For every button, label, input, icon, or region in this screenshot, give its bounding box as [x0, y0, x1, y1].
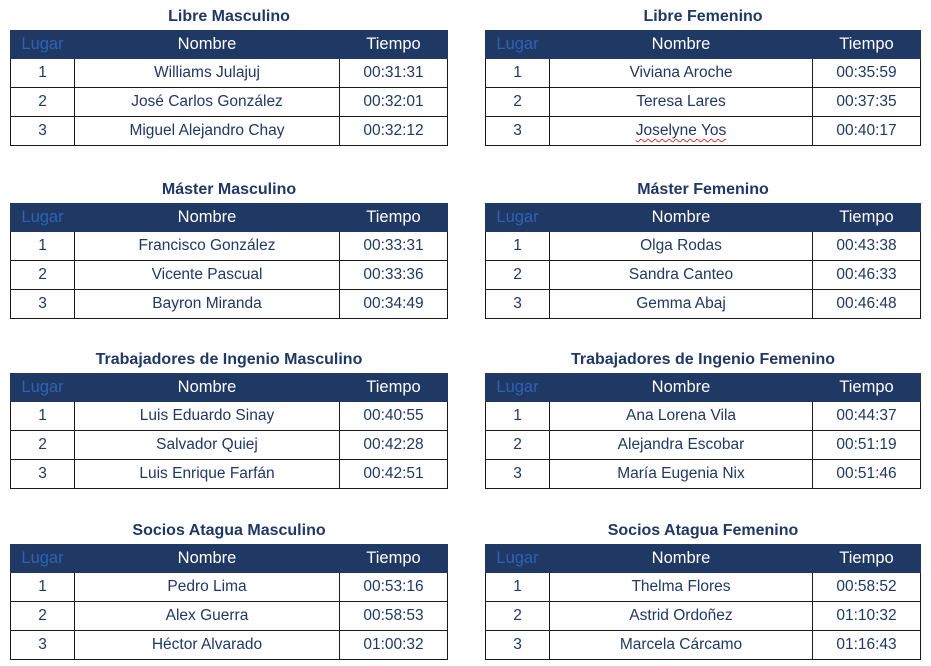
table-row: [486, 431, 921, 460]
cell-place: 2: [11, 431, 75, 460]
cell-name: Luis Eduardo Sinay: [75, 402, 340, 431]
table-row: [11, 117, 448, 146]
cell-place: 3: [11, 631, 75, 660]
table-row: [11, 431, 448, 460]
cell-name: Gemma Abaj: [550, 290, 813, 319]
col-header-place: Lugar: [486, 31, 550, 59]
cell-place: 1: [486, 402, 550, 431]
cell-time: 00:44:37: [813, 402, 921, 431]
cell-time: 00:33:31: [340, 232, 448, 261]
cell-name: Williams Julajuj: [75, 59, 340, 88]
cell-time: 00:34:49: [340, 290, 448, 319]
col-header-name: Nombre: [550, 204, 813, 232]
table-header-row: [486, 204, 921, 232]
cell-place: 1: [486, 573, 550, 602]
section-title: Socios Atagua Femenino: [607, 522, 799, 539]
cell-name: Pedro Lima: [75, 573, 340, 602]
results-table: [10, 203, 448, 319]
results-panel-master-femenino: [485, 176, 921, 319]
col-header-time: Tiempo: [340, 545, 448, 573]
col-header-time: Tiempo: [813, 374, 921, 402]
cell-time: 00:51:46: [813, 460, 921, 489]
table-row: [11, 88, 448, 117]
results-panel-libre-femenino: [485, 3, 921, 146]
col-header-name: Nombre: [550, 31, 813, 59]
results-table: [485, 203, 921, 319]
cell-time: 00:40:17: [813, 117, 921, 146]
table-header-row: [11, 545, 448, 573]
results-panel-atagua-femenino: [485, 517, 921, 660]
cell-name: Viviana Aroche: [550, 59, 813, 88]
cell-name: Miguel Alejandro Chay: [75, 117, 340, 146]
table-row: [11, 261, 448, 290]
table-row: [11, 290, 448, 319]
table-row: [11, 460, 448, 489]
table-row: [11, 573, 448, 602]
section-title: Trabajadores de Ingenio Masculino: [95, 351, 363, 368]
col-header-name: Nombre: [75, 374, 340, 402]
cell-place: 1: [11, 402, 75, 431]
table-row: [486, 88, 921, 117]
table-header-row: [11, 374, 448, 402]
cell-place: 1: [486, 59, 550, 88]
cell-time: 00:37:35: [813, 88, 921, 117]
table-header-row: [486, 545, 921, 573]
cell-time: 01:16:43: [813, 631, 921, 660]
table-header-row: [486, 31, 921, 59]
cell-time: 00:58:52: [813, 573, 921, 602]
cell-place: 2: [11, 261, 75, 290]
table-row: [11, 631, 448, 660]
cell-time: 00:33:36: [340, 261, 448, 290]
cell-time: 00:32:01: [340, 88, 448, 117]
col-header-time: Tiempo: [813, 31, 921, 59]
col-header-place: Lugar: [11, 31, 75, 59]
cell-place: 3: [486, 460, 550, 489]
cell-time: 00:53:16: [340, 573, 448, 602]
cell-place: 2: [486, 431, 550, 460]
table-header-row: [11, 204, 448, 232]
table-row: [486, 59, 921, 88]
col-header-place: Lugar: [11, 545, 75, 573]
cell-time: 00:31:31: [340, 59, 448, 88]
cell-place: 3: [486, 631, 550, 660]
cell-name: Luis Enrique Farfán: [75, 460, 340, 489]
table-row: [486, 460, 921, 489]
results-table: [485, 544, 921, 660]
table-row: [11, 602, 448, 631]
cell-name: Ana Lorena Vila: [550, 402, 813, 431]
results-table: [10, 544, 448, 660]
col-header-name: Nombre: [75, 204, 340, 232]
cell-name: Teresa Lares: [550, 88, 813, 117]
results-panel-ingenio-femenino: [485, 346, 921, 489]
table-row: [11, 59, 448, 88]
cell-time: 00:35:59: [813, 59, 921, 88]
cell-name: Vicente Pascual: [75, 261, 340, 290]
table-row: [486, 117, 921, 146]
col-header-time: Tiempo: [813, 545, 921, 573]
section-title: Máster Femenino: [637, 181, 769, 198]
table-row: [486, 631, 921, 660]
cell-place: 2: [11, 88, 75, 117]
cell-place: 3: [11, 117, 75, 146]
col-header-name: Nombre: [75, 31, 340, 59]
cell-time: 00:46:48: [813, 290, 921, 319]
cell-name: Olga Rodas: [550, 232, 813, 261]
section-title: Máster Masculino: [161, 181, 297, 198]
cell-place: 1: [11, 59, 75, 88]
cell-name: Astrid Ordoñez: [550, 602, 813, 631]
table-header-row: [11, 31, 448, 59]
col-header-place: Lugar: [11, 204, 75, 232]
cell-time: 00:40:55: [340, 402, 448, 431]
cell-time: 00:51:19: [813, 431, 921, 460]
results-panel-ingenio-masculino: [10, 346, 448, 489]
cell-time: 00:58:53: [340, 602, 448, 631]
cell-place: 3: [486, 290, 550, 319]
cell-place: 2: [486, 88, 550, 117]
cell-name: Salvador Quiej: [75, 431, 340, 460]
results-table: [485, 373, 921, 489]
col-header-place: Lugar: [486, 374, 550, 402]
cell-name: Bayron Miranda: [75, 290, 340, 319]
results-table: [485, 30, 921, 146]
col-header-place: Lugar: [486, 204, 550, 232]
cell-time: 01:00:32: [340, 631, 448, 660]
cell-name: María Eugenia Nix: [550, 460, 813, 489]
table-row: [486, 602, 921, 631]
table-row: [486, 232, 921, 261]
results-table: [10, 373, 448, 489]
cell-name: José Carlos González: [75, 88, 340, 117]
results-panel-libre-masculino: [10, 3, 448, 146]
cell-name: Alejandra Escobar: [550, 431, 813, 460]
cell-name: Héctor Alvarado: [75, 631, 340, 660]
cell-time: 00:42:51: [340, 460, 448, 489]
table-row: [486, 402, 921, 431]
col-header-name: Nombre: [550, 374, 813, 402]
col-header-time: Tiempo: [340, 204, 448, 232]
table-row: [486, 573, 921, 602]
col-header-name: Nombre: [550, 545, 813, 573]
table-header-row: [486, 374, 921, 402]
cell-name: Joselyne Yos: [550, 117, 813, 146]
table-row: [11, 232, 448, 261]
cell-place: 1: [11, 573, 75, 602]
table-row: [11, 402, 448, 431]
cell-name: Marcela Cárcamo: [550, 631, 813, 660]
col-header-time: Tiempo: [340, 374, 448, 402]
cell-name: Alex Guerra: [75, 602, 340, 631]
col-header-place: Lugar: [486, 545, 550, 573]
cell-name: Thelma Flores: [550, 573, 813, 602]
cell-time: 00:32:12: [340, 117, 448, 146]
col-header-name: Nombre: [75, 545, 340, 573]
cell-place: 3: [11, 290, 75, 319]
cell-time: 01:10:32: [813, 602, 921, 631]
cell-name: Francisco González: [75, 232, 340, 261]
cell-place: 3: [11, 460, 75, 489]
cell-place: 2: [486, 602, 550, 631]
cell-place: 3: [486, 117, 550, 146]
cell-time: 00:46:33: [813, 261, 921, 290]
table-row: [486, 290, 921, 319]
col-header-place: Lugar: [11, 374, 75, 402]
results-panel-atagua-masculino: [10, 517, 448, 660]
cell-place: 2: [486, 261, 550, 290]
cell-place: 2: [11, 602, 75, 631]
results-table: [10, 30, 448, 146]
section-title: Libre Masculino: [168, 8, 290, 25]
cell-time: 00:42:28: [340, 431, 448, 460]
cell-place: 1: [486, 232, 550, 261]
cell-time: 00:43:38: [813, 232, 921, 261]
cell-place: 1: [11, 232, 75, 261]
cell-name: Sandra Canteo: [550, 261, 813, 290]
section-title: Trabajadores de Ingenio Femenino: [570, 351, 836, 368]
results-panel-master-masculino: [10, 176, 448, 319]
table-row: [486, 261, 921, 290]
col-header-time: Tiempo: [340, 31, 448, 59]
section-title: Socios Atagua Masculino: [132, 522, 326, 539]
section-title: Libre Femenino: [643, 8, 763, 25]
col-header-time: Tiempo: [813, 204, 921, 232]
